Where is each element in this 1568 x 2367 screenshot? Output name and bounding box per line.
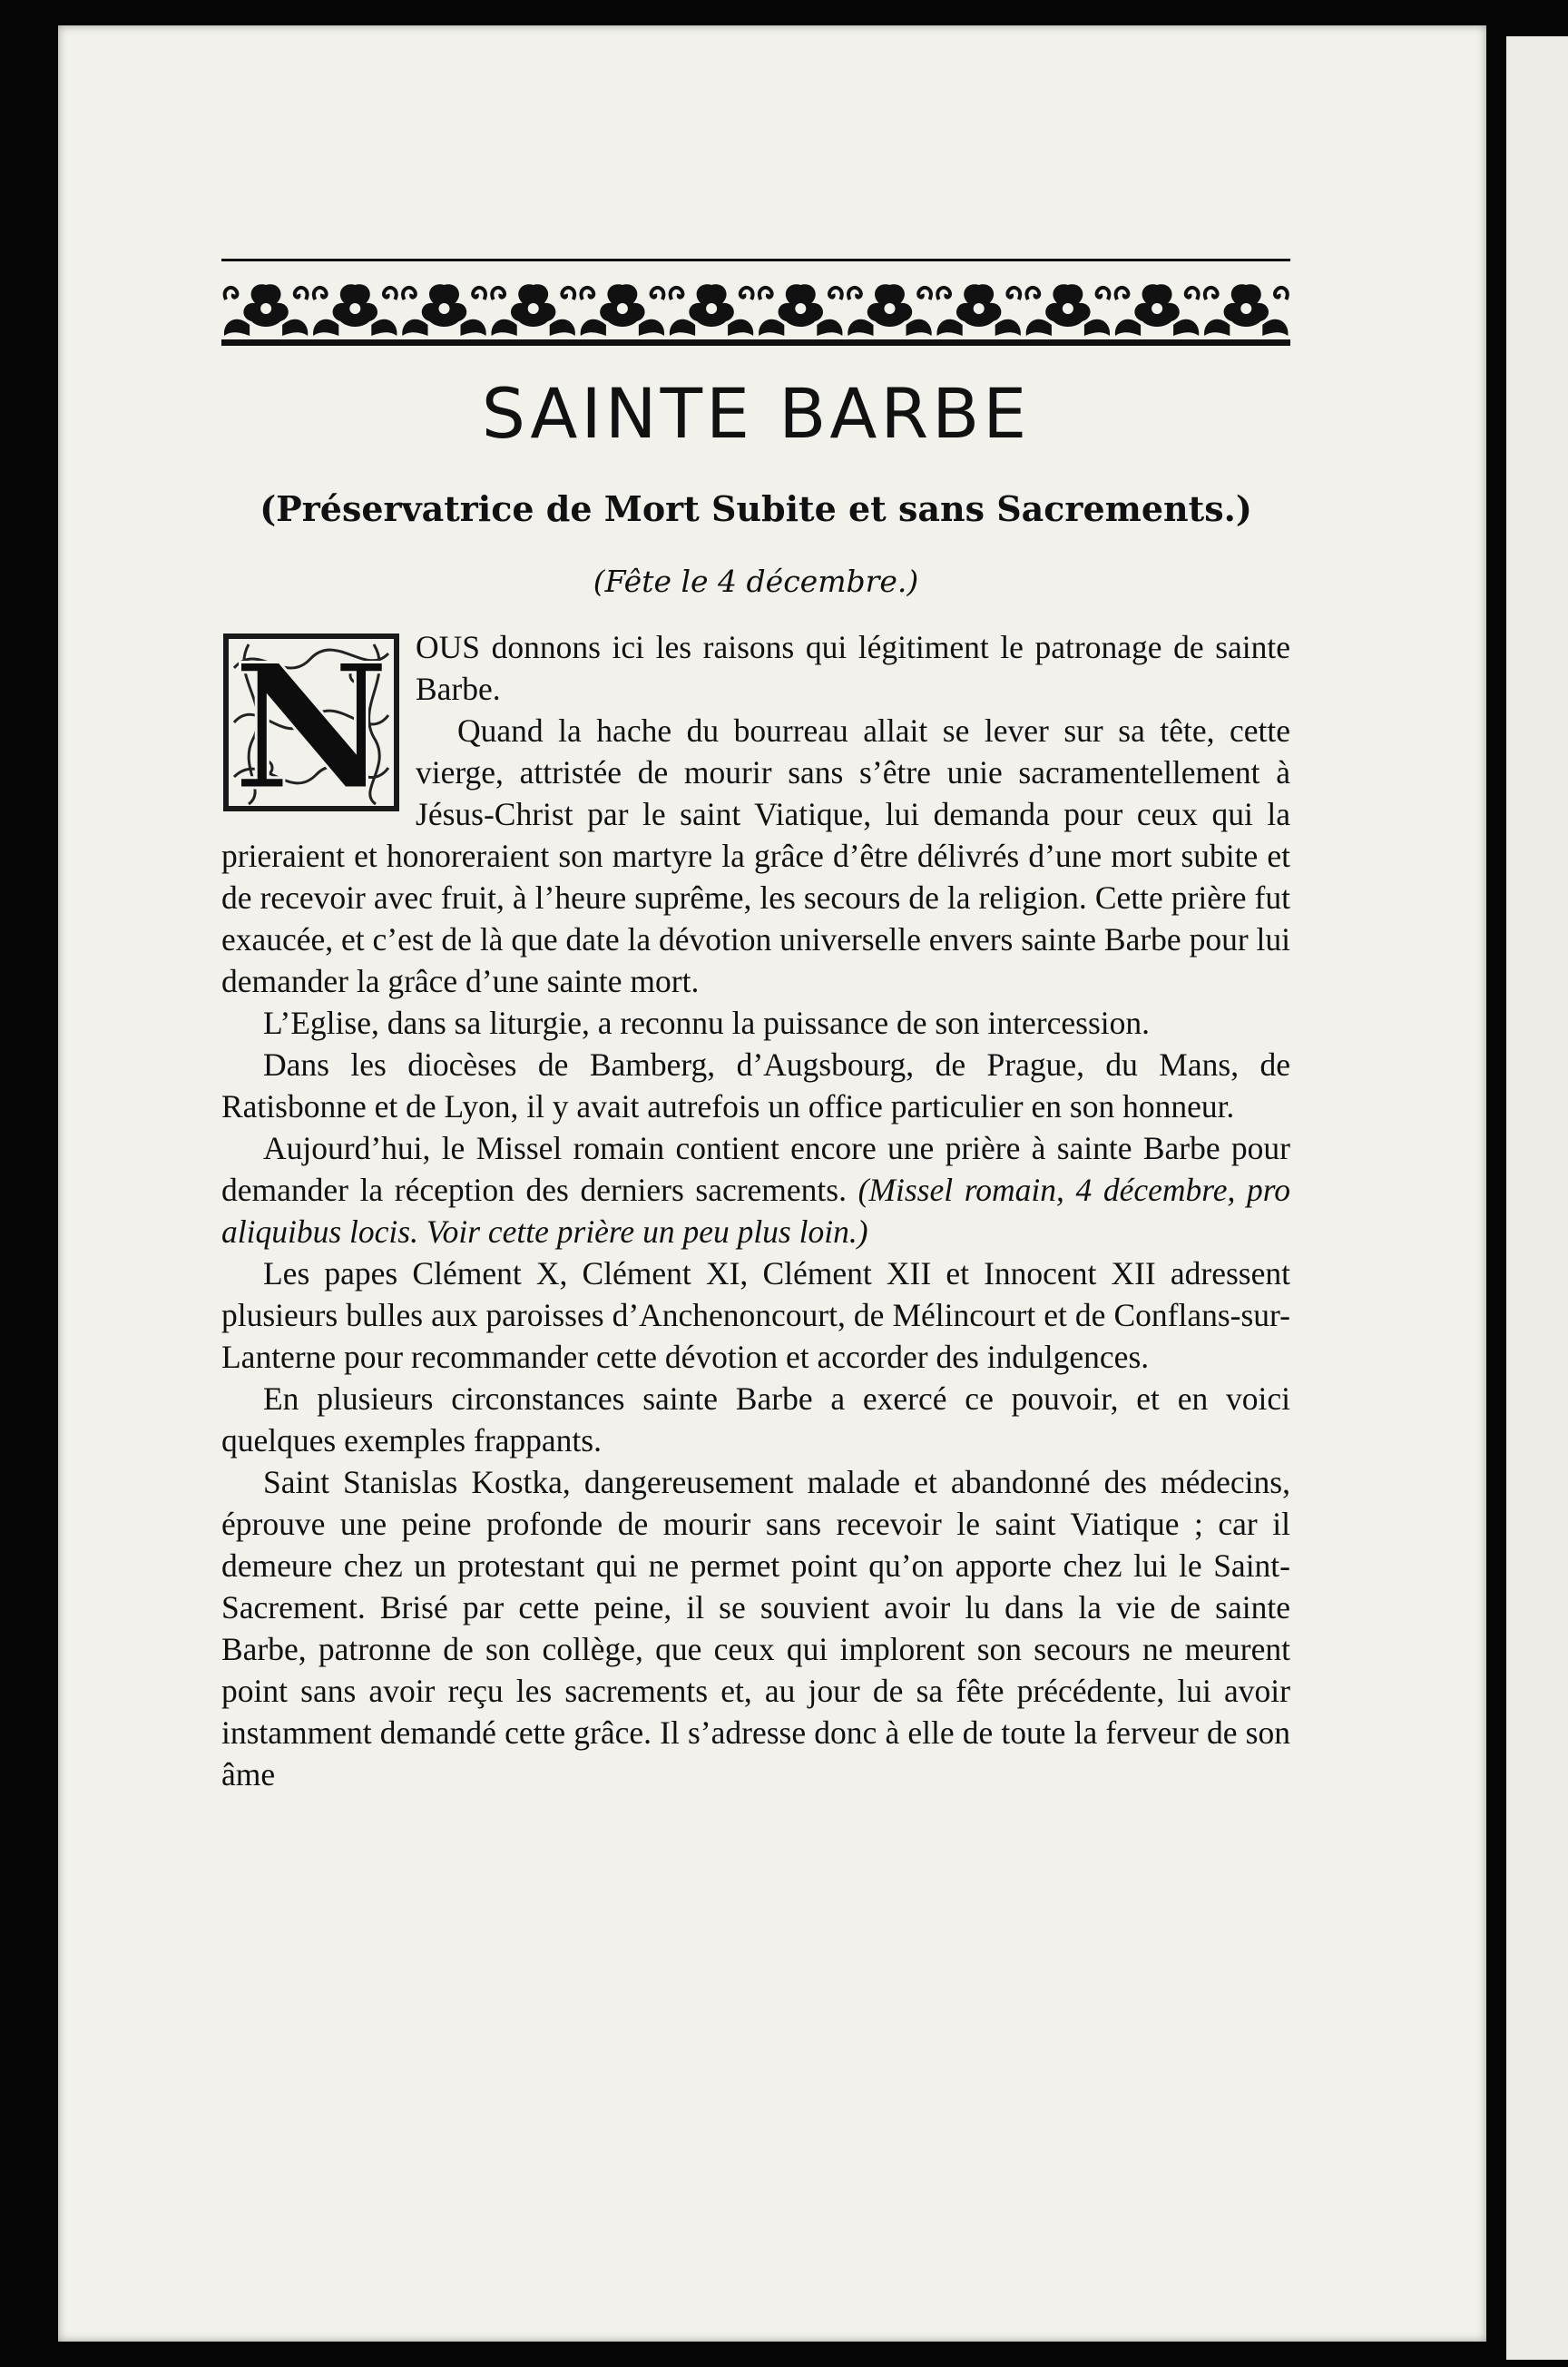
paragraph-1: OUS donnons ici les raisons qui légitiment le patronage de sainte Barbe. [416,629,1290,707]
decorated-initial-n-icon [221,632,401,813]
adjacent-page-edge [1506,36,1568,2360]
paragraph-8: Saint Stanislas Kostka, dangereusement malade et abandonné des médecins, éprouve une peine profonde de mourir sans recevoir le saint Viatique ; car il demeure chez un protestant qui ne permet point qu’on apporte chez lui le Saint-Sacrement. Brisé par cette peine, il se souvient avoir lu dans la vie de sainte Barbe, patronne de son collège, que ceux qui implorent son secours ne meurent point sans avoir reçu les sacrements et, au jour de sa fête précédente, lui avoir instamment demandé cette grâce. Il s’adresse donc à elle de toute la ferveur de son âme [221,1464,1290,1792]
feast-date: (Fête le 4 décembre.) [593,564,919,599]
page-title: SAINTE BARBE [481,373,1031,454]
paragraph-6: Les papes Clément X, Clément XI, Clément XII et Innocent XII adressent plusieurs bulles aux paroisses d’Anchenoncourt, de Mélincourt et de Conflans-sur-Lanterne pour recommander cette dévotion et accorder des indulgences. [221,1255,1290,1375]
paragraph-2: Quand la hache du bourreau allait se lever sur sa tête, cette vierge, attristée de mourir sans s’être unie sacramentellement à Jésus-Christ par le saint Viatique, lui demanda pour ceux qui la prieraient et honoreraient son martyre la grâce d’être délivrés d’une mort subite et de recevoir avec fruit, à l’heure suprême, les secours de la religion. Cette prière fut exaucée, et c’est de là que date la dévotion universelle envers sainte Barbe pour lui demander la grâce d’une sainte mort. [221,712,1290,999]
paragraph-5-text: Aujourd’hui, le Missel romain contient encore une prière à sainte Barbe pour demander la réception des derniers sacrements. [221,1130,1290,1208]
paragraph-3: L’Eglise, dans sa liturgie, a reconnu la puissance de son intercession. [263,1005,1150,1041]
floral-border-ornament-icon [221,272,1290,349]
svg-text:N: N [232,632,390,813]
paragraph-7: En plusieurs circonstances sainte Barbe a exercé ce pouvoir, et en voici quelques exemples frappants. [221,1380,1290,1459]
top-rule [221,259,1290,261]
page-content [221,259,1290,1795]
missal-reference: (Missel romain, 4 décembre, pro aliquibus locis. Voir cette prière un peu plus loin.) [221,1172,1290,1250]
page-subtitle: (Préservatrice de Mort Subite et sans Sacrements.) [260,488,1252,529]
article-body [221,626,1290,1795]
paragraph-5 [221,1127,1290,1252]
paragraph-4: Dans les diocèses de Bamberg, d’Augsbourg, de Prague, du Mans, de Ratisbonne et de Lyon, il y avait autrefois un office particulier en son honneur. [221,1046,1290,1125]
